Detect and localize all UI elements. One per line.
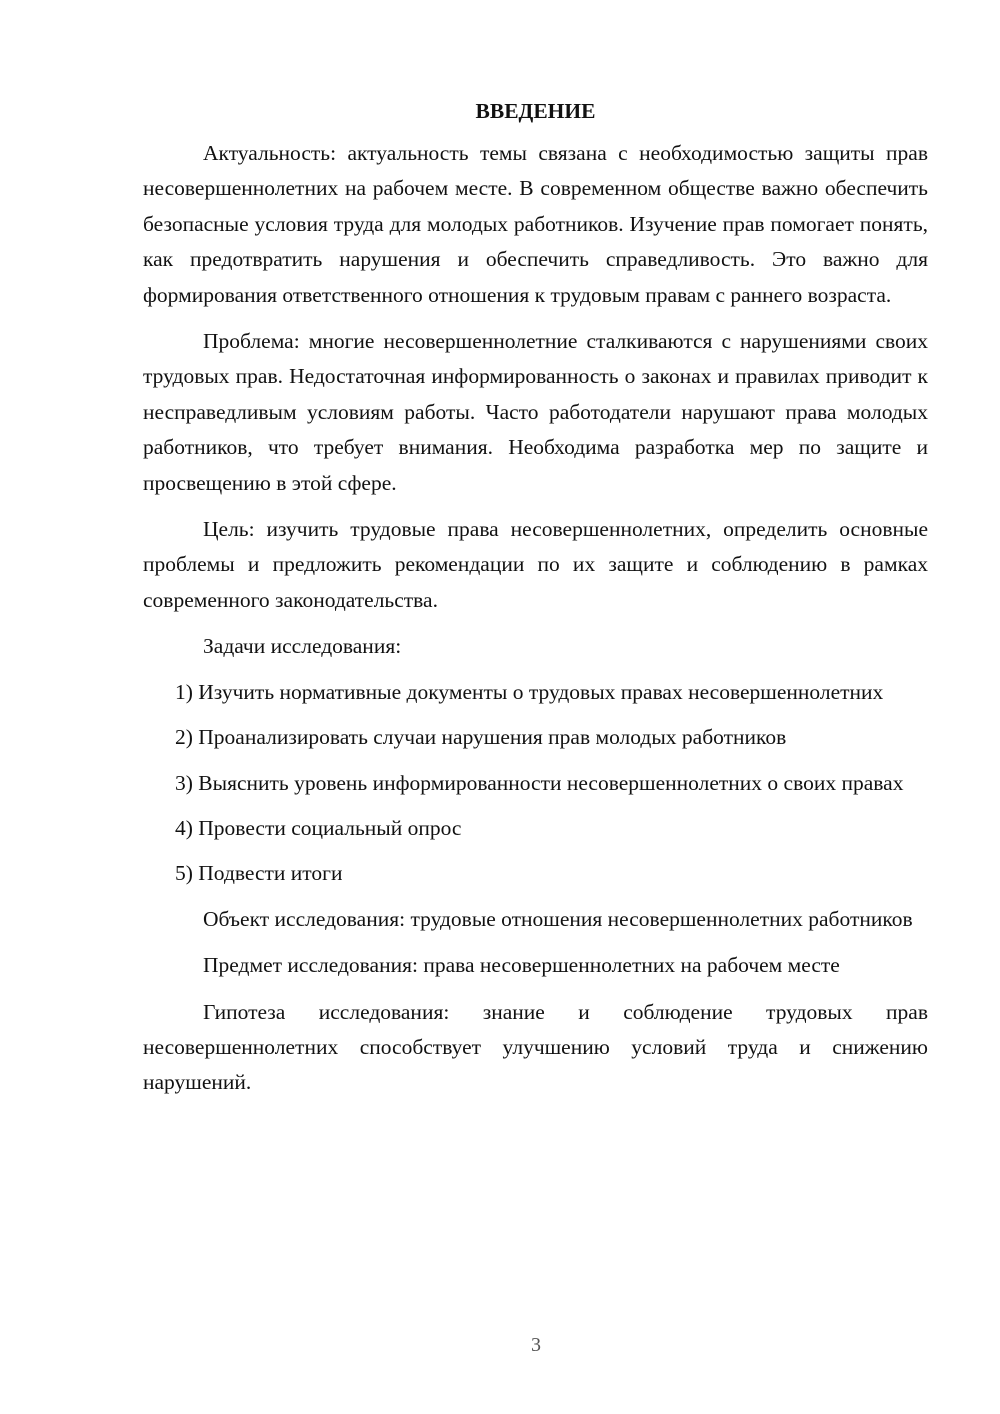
relevance-paragraph: Актуальность: актуальность темы связана с необходимостью защиты прав несовершеннолетних на рабочем месте. В современном обществе важно обеспечить безопасные условия труда для молодых работников. Изучение прав помогает понять, как предотвратить нарушения и обеспечить справедливость. Это важно для формирования ответственного отношения к трудовым правам с раннего возраста. bbox=[143, 141, 928, 307]
subject-paragraph: Предмет исследования: права несовершеннолетних на рабочем месте bbox=[203, 953, 840, 978]
page-title: ВВЕДЕНИЕ bbox=[475, 99, 596, 123]
task-item-5: 5) Подвести итоги bbox=[175, 861, 343, 886]
page-content bbox=[143, 96, 928, 1112]
object-paragraph: Объект исследования: трудовые отношения несовершеннолетних работников bbox=[203, 906, 913, 931]
page-number: 3 bbox=[531, 1334, 541, 1356]
problem-paragraph: Проблема: многие несовершеннолетние сталкиваются с нарушениями своих трудовых прав. Недостаточная информированность о законах и правилах приводит к несправедливым условиям работы. Часто работодатели нарушают права молодых работников, что требует внимания. Необходима разработка мер по защите и просвещению в этой сфере. bbox=[143, 329, 928, 495]
task-item-3: 3) Выяснить уровень информированности несовершеннолетних о своих правах bbox=[175, 770, 904, 795]
task-item-4: 4) Провести социальный опрос bbox=[175, 815, 462, 840]
task-item-1: 1) Изучить нормативные документы о трудовых правах несовершеннолетних bbox=[175, 679, 884, 704]
task-item-2: 2) Проанализировать случаи нарушения прав молодых работников bbox=[175, 725, 787, 750]
hypothesis-paragraph: Гипотеза исследования: знание и соблюдение трудовых прав несовершеннолетних способствует улучшению условий труда и снижению нарушений. bbox=[143, 999, 928, 1095]
tasks-heading: Задачи исследования: bbox=[203, 634, 402, 659]
goal-paragraph: Цель: изучить трудовые права несовершеннолетних, определить основные проблемы и предложить рекомендации по их защите и соблюдению в рамках современного законодательства. bbox=[143, 517, 928, 612]
